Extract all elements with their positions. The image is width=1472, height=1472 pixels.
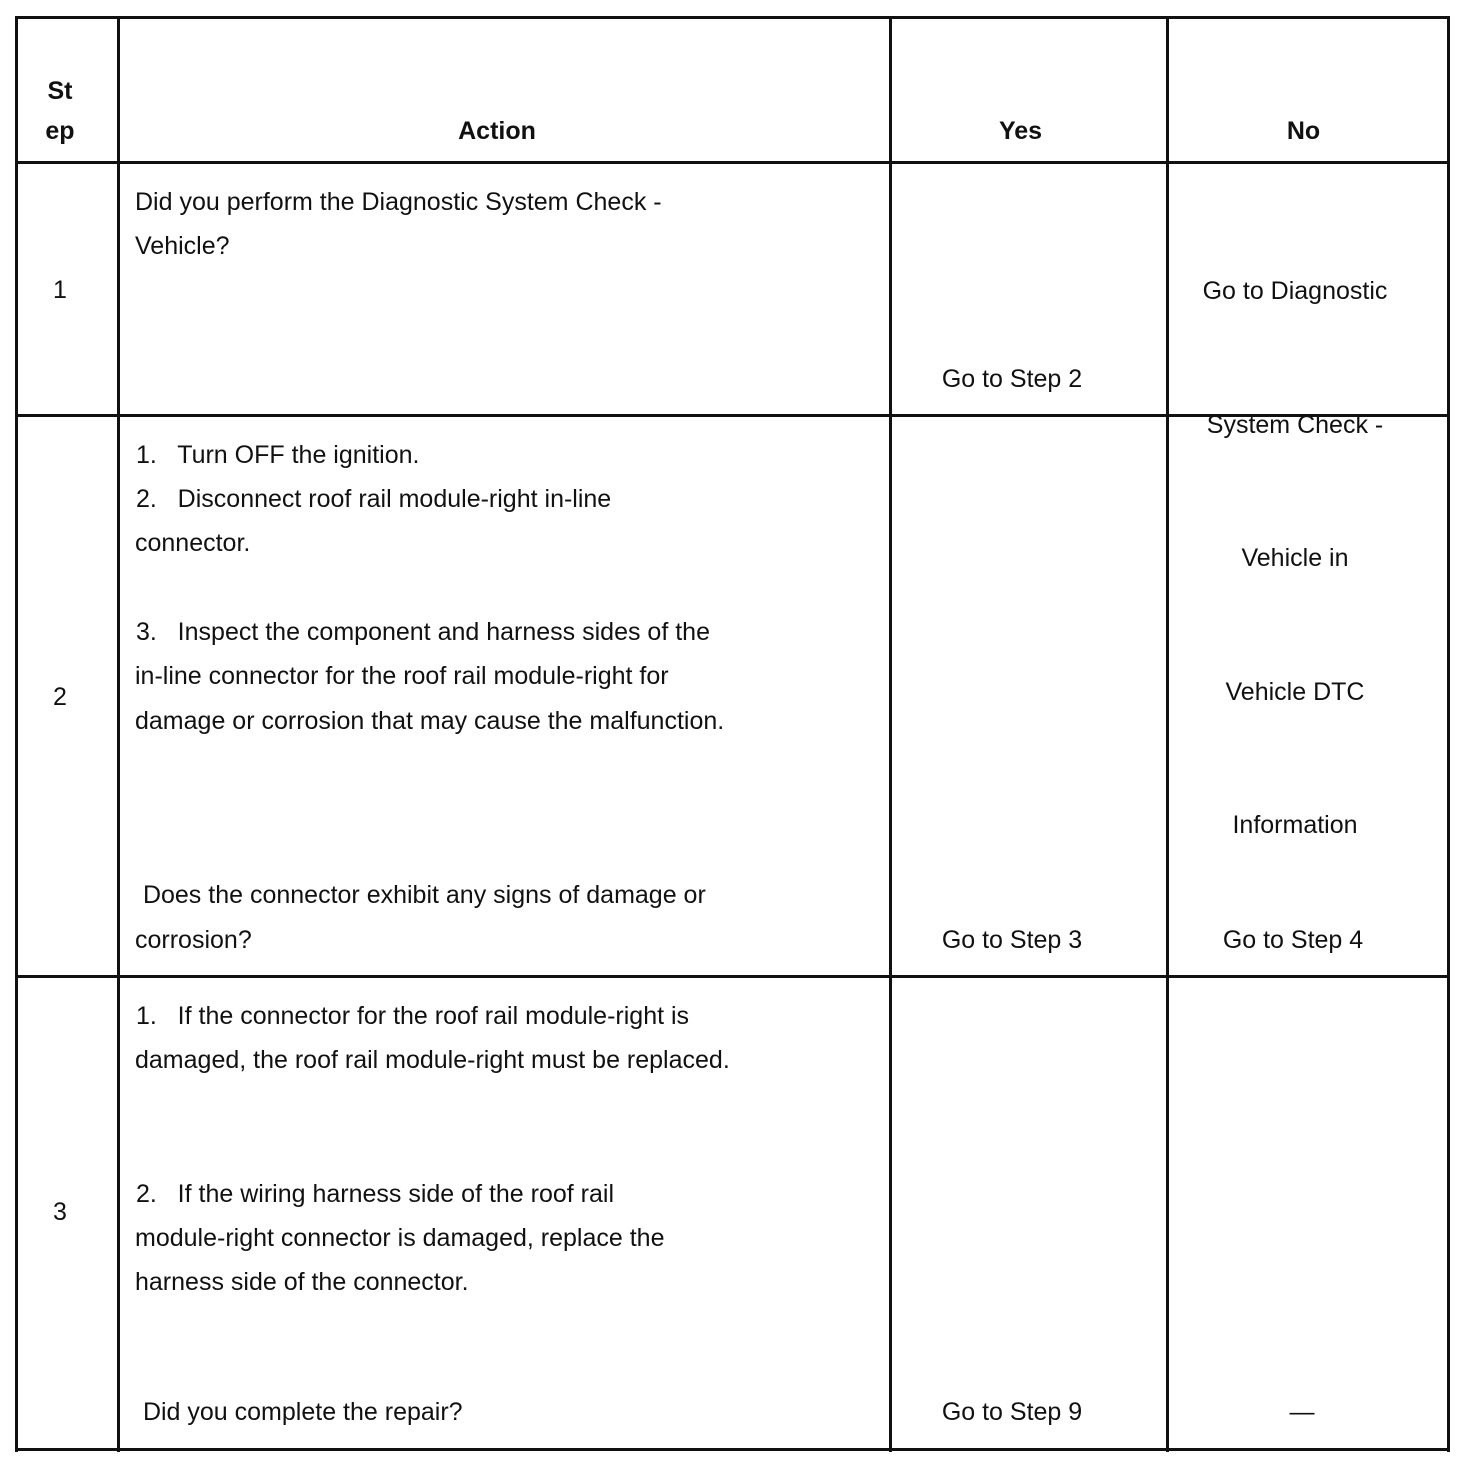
row-2-action-line3: connector. <box>135 529 251 557</box>
row-1-yes: Go to Step 2 <box>941 365 1083 393</box>
row-2-step: 2 <box>53 683 67 711</box>
row-2-action-line2: 2. Disconnect roof rail module-right in-line <box>136 485 612 513</box>
header-divider <box>15 161 1450 164</box>
column-divider-action <box>889 16 892 1452</box>
row-2-action-line1: 1. Turn OFF the ignition. <box>136 441 420 469</box>
row-1-step: 1 <box>53 276 67 304</box>
row-2-yes: Go to Step 3 <box>941 926 1083 954</box>
row-1-no-line1: Go to Diagnostic <box>1202 277 1388 305</box>
header-step-line1: St <box>47 77 73 105</box>
row-3-action-line4: module-right connector is damaged, replace the <box>135 1224 665 1252</box>
row-1-action-line2: Vehicle? <box>135 232 230 260</box>
row-3-no: — <box>1289 1398 1315 1426</box>
row-1-no-line4: Vehicle DTC <box>1225 677 1365 706</box>
row-1-no <box>1169 180 1421 937</box>
row-3-action-line3: 2. If the wiring harness side of the roof rail <box>136 1180 615 1208</box>
row-2-question-line1: Does the connector exhibit any signs of damage or <box>136 881 706 909</box>
header-no: No <box>1286 117 1321 145</box>
header-action: Action <box>458 117 536 145</box>
header-yes: Yes <box>998 117 1043 145</box>
row-2-action-line6: damage or corrosion that may cause the malfunction. <box>135 707 725 735</box>
row-3-yes: Go to Step 9 <box>941 1398 1083 1426</box>
row-3-question-line1: Did you complete the repair? <box>136 1398 463 1426</box>
row-3-action-line2: damaged, the roof rail module-right must be replaced. <box>135 1046 730 1074</box>
header-step <box>18 71 102 151</box>
header-step-line2: ep <box>45 117 75 145</box>
row-3-action-line1: 1. If the connector for the roof rail module-right is <box>136 1002 690 1030</box>
column-divider-step <box>117 16 120 1452</box>
table-border-top <box>15 16 1450 19</box>
row-3-step: 3 <box>53 1198 67 1226</box>
row-1-no-line3: Vehicle in <box>1241 544 1349 572</box>
row-2-action-line4: 3. Inspect the component and harness sides of the <box>136 618 710 646</box>
row-2-action-line5: in-line connector for the roof rail module-right for <box>135 662 669 690</box>
row-1-action-line1: Did you perform the Diagnostic System Check - <box>135 188 662 216</box>
row-2-no: Go to Step 4 <box>1222 926 1364 954</box>
table-border-right <box>1447 16 1450 1452</box>
table-border-left <box>15 16 18 1452</box>
row-1-no-line5: Information <box>1232 811 1358 839</box>
table-border-bottom <box>15 1448 1450 1451</box>
row-2-question-line2: corrosion? <box>135 926 252 954</box>
row-1-no-line2: System Check - <box>1206 410 1384 439</box>
row-3-action-line5: harness side of the connector. <box>135 1268 469 1296</box>
row-divider-2 <box>15 975 1450 978</box>
